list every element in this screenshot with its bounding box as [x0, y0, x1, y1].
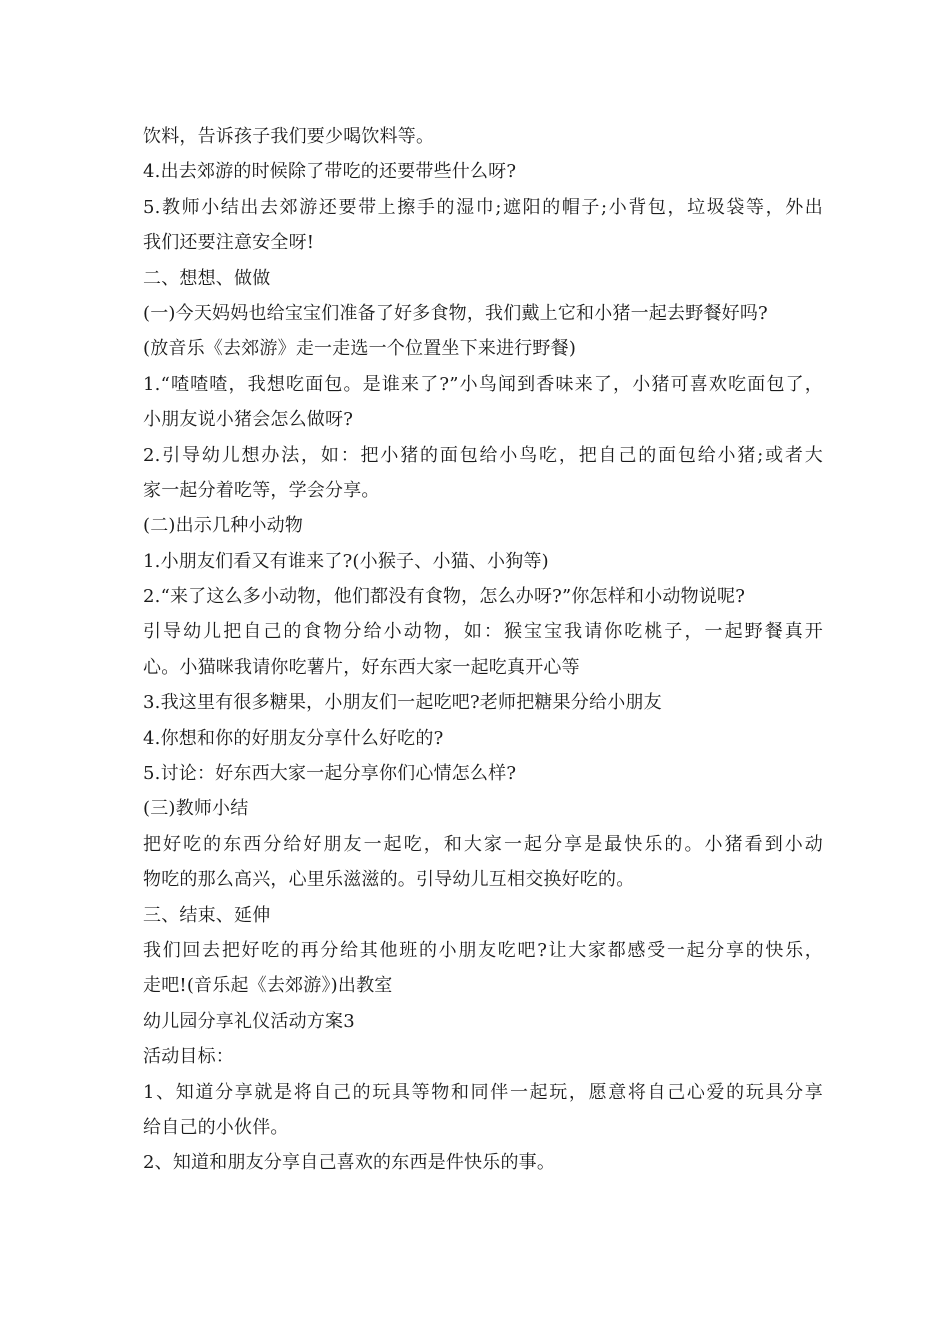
document-body — [143, 119, 823, 1181]
text-line: 1.小朋友们看又有谁来了?(小猴子、小猫、小狗等) — [143, 550, 549, 572]
text-line: 小朋友说小猪会怎么做呀? — [143, 409, 354, 431]
text-line: 走吧!(音乐起《去郊游》)出教室 — [143, 975, 393, 997]
text-line: 1.“喳喳喳，我想吃面包。是谁来了?”小鸟闻到香味来了，小猪可喜欢吃面包了， — [143, 373, 823, 395]
text-line: 心。小猫咪我请你吃薯片，好东西大家一起吃真开心等 — [143, 656, 580, 678]
text-line: 活动目标： — [143, 1046, 234, 1068]
text-line: 5.教师小结出去郊游还要带上擦手的湿巾;遮阳的帽子;小背包，垃圾袋等，外出 — [143, 196, 823, 218]
text-line: 幼儿园分享礼仪活动方案3 — [143, 1010, 355, 1032]
text-line: 2.引导幼儿想办法，如：把小猪的面包给小鸟吃，把自己的面包给小猪;或者大 — [143, 444, 823, 466]
text-line: (三)教师小结 — [143, 798, 249, 820]
text-line: 3.我这里有很多糖果，小朋友们一起吃吧?老师把糖果分给小朋友 — [143, 692, 662, 714]
text-line: 引导幼儿把自己的食物分给小动物，如：猴宝宝我请你吃桃子，一起野餐真开 — [143, 621, 823, 643]
text-line: 2、知道和朋友分享自己喜欢的东西是件快乐的事。 — [143, 1152, 556, 1174]
text-line: 把好吃的东西分给好朋友一起吃，和大家一起分享是最快乐的。小猪看到小动 — [143, 833, 823, 855]
text-line: (二)出示几种小动物 — [143, 515, 304, 537]
text-line: (一)今天妈妈也给宝宝们准备了好多食物，我们戴上它和小猪一起去野餐好吗? — [143, 302, 768, 324]
text-line: 家一起分着吃等，学会分享。 — [143, 479, 380, 501]
text-line: 给自己的小伙伴。 — [143, 1116, 289, 1138]
text-line: 物吃的那么高兴，心里乐滋滋的。引导幼儿互相交换好吃的。 — [143, 869, 635, 891]
text-line: 5.讨论：好东西大家一起分享你们心情怎么样? — [143, 763, 517, 785]
text-line: 我们回去把好吃的再分给其他班的小朋友吃吧?让大家都感受一起分享的快乐， — [143, 939, 823, 961]
text-line: (放音乐《去郊游》走一走选一个位置坐下来进行野餐) — [143, 338, 577, 360]
text-line: 饮料，告诉孩子我们要少喝饮料等。 — [143, 126, 435, 147]
text-line: 1、知道分享就是将自己的玩具等物和同伴一起玩，愿意将自己心爱的玩具分享 — [143, 1081, 823, 1103]
text-line: 三、结束、延伸 — [143, 904, 271, 926]
text-line: 4.你想和你的好朋友分享什么好吃的? — [143, 727, 444, 749]
text-line: 二、想想、做做 — [143, 267, 271, 289]
text-line: 我们还要注意安全呀! — [143, 232, 315, 254]
text-line: 4.出去郊游的时候除了带吃的还要带些什么呀? — [143, 161, 517, 183]
text-line: 2.“来了这么多小动物，他们都没有食物，怎么办呀?”你怎样和小动物说呢? — [143, 586, 746, 608]
